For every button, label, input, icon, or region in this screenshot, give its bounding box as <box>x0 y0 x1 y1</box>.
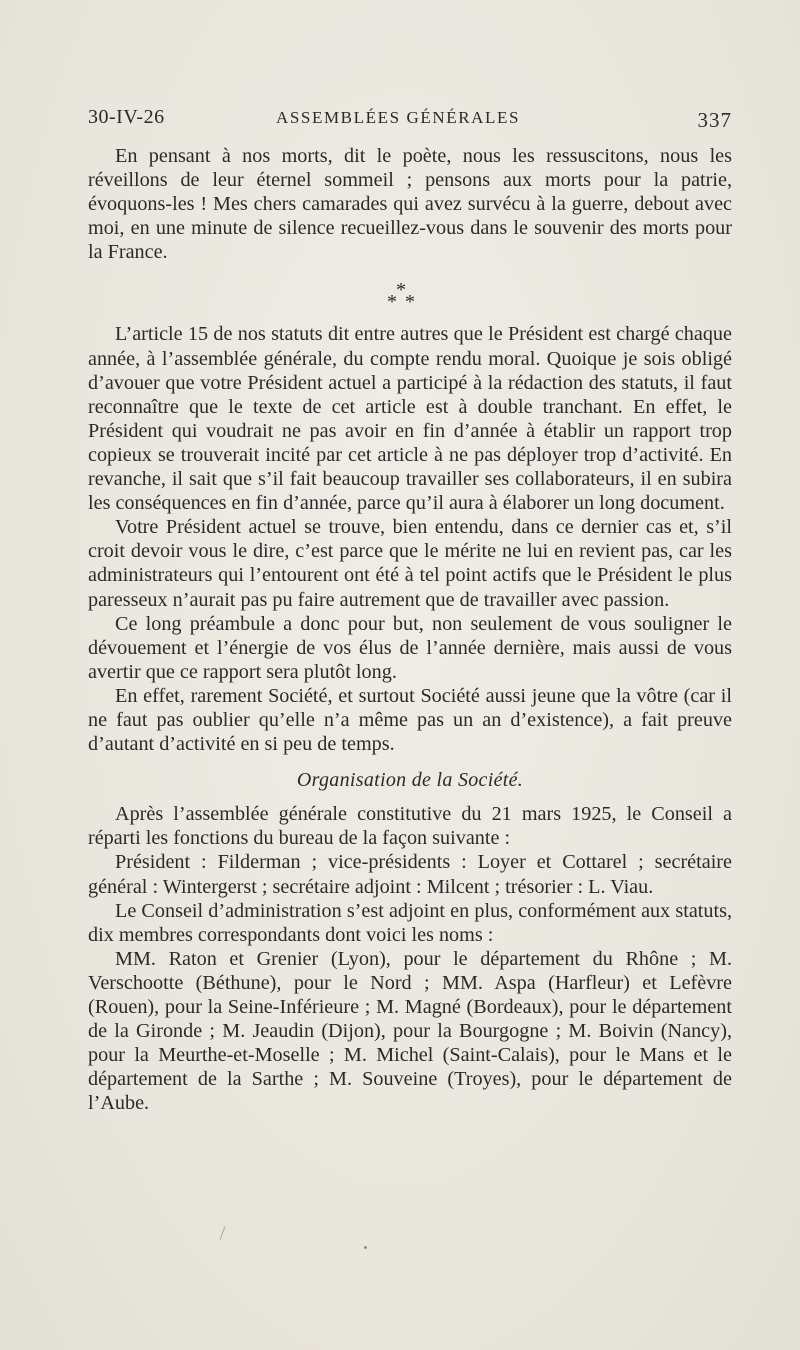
asterism-ornament <box>88 264 732 322</box>
paragraph: MM. Raton et Grenier (Lyon), pour le département du Rhône ; M. Verschootte (Béthune), pour le Nord ; MM. Aspa (Harfleur) et Lefèvre (Rouen), pour la Seine-Inférieure ; M. Magné (Bordeaux), pour le département de la Gironde ; M. Jeaudin (Dijon), pour la Bourgogne ; M. Boivin (Nancy), pour la Meurthe-et-Moselle ; M. Michel (Saint-Calais), pour le Mans et le département de la Sarthe ; M. Souveine (Troyes), pour le département de l’Aube. <box>88 947 732 1115</box>
running-title: ASSEMBLÉES GÉNÉRALES <box>276 108 521 127</box>
paragraph: L’article 15 de nos statuts dit entre autres que le Président est chargé chaque année, à l’assemblée générale, du compte rendu moral. Quoique je sois obligé d’avouer que votre Président actuel a participé à la rédaction des statuts, il faut reconnaître que le texte de cet article est à double tranchant. En effet, le Président qui voudrait ne pas avoir en fin d’année à établir un rapport trop copieux se trouverait incité par cet article à ne pas déployer trop d’activité. En revanche, il sait que s’il fait beaucoup travailler ses collaborateurs, il en subira les conséquences en fin d’année, parce qu’il aura à élaborer un long document. <box>88 323 732 515</box>
section-heading: Organisation de la Société. <box>296 769 524 792</box>
paragraph: En pensant à nos morts, dit le poète, nous les ressuscitons, nous les réveillons de leur éternel sommeil ; pensons aux morts pour la patrie, évoquons-les ! Mes chers camarades qui avez survécu à la guerre, debout avec moi, en une minute de silence recueillez-vous dans le souvenir des morts pour la France. <box>88 145 732 264</box>
paragraph: Ce long préambule a donc pour but, non seulement de vous souligner le dévouement et l’énergie de vos élus de l’année dernière, mais aussi de vous avertir que ce rapport sera plutôt long. <box>88 612 732 683</box>
header-date: 30-IV-26 <box>88 106 165 128</box>
paragraph: Le Conseil d’administration s’est adjoint en plus, conformément aux statuts, dix membres correspondants dont voici les noms : <box>88 899 732 946</box>
paragraph: Votre Président actuel se trouve, bien entendu, dans ce dernier cas et, s’il croit devoir vous le dire, c’est parce que le mérite ne lui en revient pas, car les administrateurs qui l’entourent ont été à tel point actifs que le Président le plus paresseux n’aurait pas pu faire autrement que de travailler avec passion. <box>88 516 732 611</box>
paper-mark <box>364 1246 367 1249</box>
page-header <box>88 106 732 136</box>
page-number: 337 <box>697 108 732 132</box>
paper-mark <box>220 1226 226 1239</box>
star-icon: * <box>396 279 406 302</box>
paragraph: En effet, rarement Société, et surtout Société aussi jeune que la vôtre (car il ne faut pas oublier qu’elle n’a même pas un an d’existence), a fait preuve d’autant d’activité en si peu de temps. <box>88 684 732 756</box>
star-icon: * <box>387 291 397 314</box>
paragraph: Président : Filderman ; vice-présidents : Loyer et Cottarel ; secrétaire général : Wintergerst ; secrétaire adjoint : Milcent ; trésorier : L. Viau. <box>88 851 732 898</box>
paragraph: Après l’assemblée générale constitutive du 21 mars 1925, le Conseil a réparti les fonctions du bureau de la façon suivante : <box>88 803 732 850</box>
body-text <box>88 144 732 1115</box>
star-icon: * <box>405 291 415 314</box>
